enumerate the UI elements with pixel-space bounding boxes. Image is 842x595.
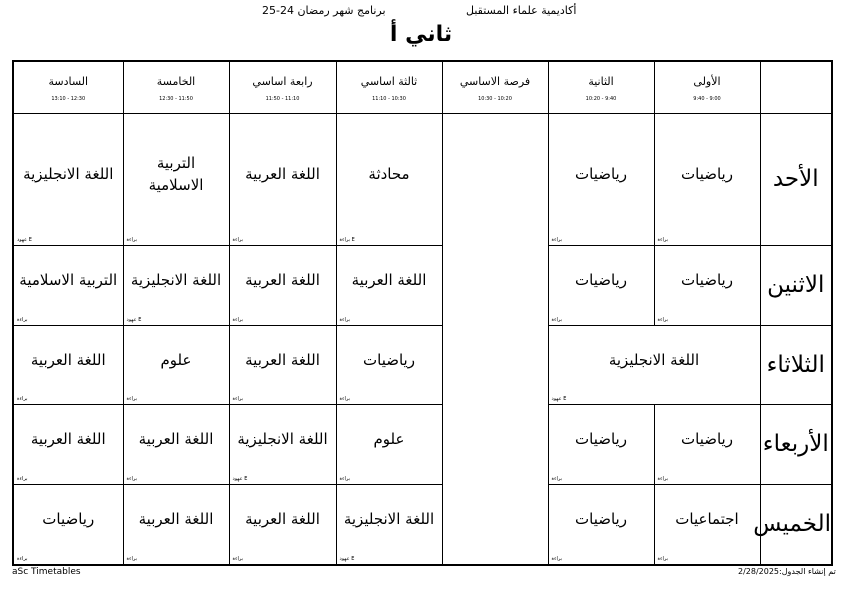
timetable [12, 60, 833, 566]
lesson-teacher: براءة [657, 475, 669, 482]
lesson-teacher: براءة [17, 475, 28, 482]
lesson-subject: اللغة العربية [138, 510, 214, 529]
period-name: السادسة [48, 74, 89, 88]
lesson-teacher: براءة [126, 237, 138, 244]
lesson-subject: اللغة العربية [245, 165, 320, 184]
lesson-cell [654, 484, 760, 565]
lesson-cell [654, 405, 760, 485]
lesson-cell [229, 405, 336, 485]
lesson-subject: رياضيات [575, 165, 627, 184]
period-name: ثالثة اساسي [360, 74, 418, 88]
lesson-cell [336, 325, 442, 405]
lesson-subject: التربية الاسلامية [19, 271, 118, 290]
lesson-subject: رياضيات [575, 271, 627, 290]
lesson-cell [123, 325, 229, 405]
period-time: 11:10 - 11:50 [265, 95, 300, 102]
lesson-teacher: E عهود [126, 316, 142, 323]
lesson-teacher: براءة [339, 316, 351, 323]
day-row [13, 484, 832, 565]
lesson-subject: اللغة العربية [245, 350, 320, 369]
day-row [13, 325, 832, 405]
lesson-cell [548, 484, 654, 565]
lesson-subject: اللغة العربية [245, 271, 320, 290]
lesson-cell [548, 405, 654, 485]
lesson-cell [229, 246, 336, 326]
lesson-teacher: براءة [657, 556, 669, 562]
period-header [229, 61, 336, 113]
lesson-subject: اللغة الانجليزية [343, 510, 435, 529]
lesson-subject: اللغة العربية [351, 271, 427, 290]
lesson-teacher: E عهود [339, 556, 355, 562]
lesson-teacher: براءة [551, 475, 563, 482]
period-time: 10:30 - 11:10 [372, 95, 406, 102]
day-label: الأحد [760, 113, 832, 246]
lesson-teacher: براءة [339, 475, 351, 482]
lesson-cell [336, 484, 442, 565]
period-time: 12:30 - 13:10 [51, 95, 86, 102]
period-name: الخامسة [156, 74, 196, 88]
lesson-teacher: براءة [17, 316, 28, 323]
day-row [13, 405, 832, 485]
period-header [548, 61, 654, 113]
lesson-cell [336, 113, 442, 246]
creation-date: تم إنشاء الجدول:2/28/2025 [738, 567, 836, 576]
lesson-cell [13, 405, 123, 485]
lesson-teacher: E براءة [339, 237, 355, 244]
lesson-cell [123, 246, 229, 326]
lesson-subject: رياضيات [363, 350, 415, 369]
header-line [0, 4, 842, 20]
period-header [123, 61, 229, 113]
lesson-subject: اللغة العربية [245, 510, 320, 529]
day-label: الخميس [760, 484, 832, 565]
lesson-cell [229, 113, 336, 246]
lesson-cell [13, 113, 123, 246]
lesson-subject: محادثة [368, 165, 410, 184]
period-header [13, 61, 123, 113]
lesson-teacher: براءة [126, 475, 138, 482]
day-label: الأربعاء [760, 405, 832, 485]
lesson-subject: علوم [373, 430, 405, 449]
lesson-teacher: براءة [551, 316, 563, 323]
lesson-teacher: براءة [657, 237, 669, 244]
lesson-subject: علوم [160, 350, 192, 369]
lesson-teacher: E عهود [232, 475, 248, 482]
lesson-subject: رياضيات [575, 510, 627, 529]
double-lesson-cell [548, 325, 760, 405]
school-name: أكاديمية علماء المستقبل [466, 4, 577, 17]
lesson-teacher: براءة [232, 237, 244, 244]
lesson-cell [654, 113, 760, 246]
lesson-cell [229, 484, 336, 565]
generator-credit: aSc Timetables [12, 567, 81, 577]
lesson-subject: اللغة العربية [138, 430, 214, 449]
period-time: 11:50 - 12:30 [159, 95, 193, 102]
day-label: الثلاثاء [760, 325, 832, 405]
program-name: برنامج شهر رمضان 24-25 [262, 4, 386, 17]
lesson-subject: رياضيات [681, 271, 733, 290]
day-label: الاثنين [760, 246, 832, 326]
lesson-cell [229, 325, 336, 405]
lesson-cell [548, 113, 654, 246]
lesson-subject: اللغة الانجليزية [608, 350, 700, 369]
lesson-subject: اللغة الانجليزية [130, 271, 222, 290]
lesson-subject: اللغة الانجليزية [237, 430, 328, 449]
lesson-teacher: E عهود [17, 237, 32, 244]
lesson-teacher: براءة [551, 237, 563, 244]
lesson-subject: رياضيات [681, 430, 733, 449]
lesson-subject: اجتماعيات [675, 510, 739, 529]
lesson-teacher: براءة [232, 396, 244, 403]
lesson-subject: التربية الاسلامية [148, 154, 204, 195]
lesson-cell [336, 405, 442, 485]
period-name: الثانية [588, 74, 614, 88]
lesson-cell [13, 484, 123, 565]
lesson-teacher: براءة [551, 556, 563, 562]
lesson-cell [336, 246, 442, 326]
period-name: رابعة اساسي [252, 74, 313, 88]
class-title: ثاني أ [389, 22, 453, 47]
lesson-cell [13, 246, 123, 326]
lesson-teacher: براءة [339, 396, 351, 403]
period-header-row [13, 61, 832, 113]
lesson-cell [548, 246, 654, 326]
lesson-subject: رياضيات [681, 165, 733, 184]
lesson-teacher: براءة [232, 556, 244, 562]
period-time: 9:00 - 9:40 [693, 95, 721, 102]
break-column [442, 113, 548, 565]
lesson-teacher: براءة [126, 556, 138, 562]
period-header [336, 61, 442, 113]
lesson-teacher: براءة [126, 396, 138, 403]
lesson-subject: اللغة العربية [30, 430, 106, 449]
day-row [13, 246, 832, 326]
lesson-cell [654, 246, 760, 326]
period-header [442, 61, 548, 113]
period-header [654, 61, 760, 113]
period-time: 10:20 - 10:30 [478, 95, 512, 102]
lesson-teacher: براءة [17, 396, 28, 403]
period-name: فرصة الاساسي [459, 74, 531, 88]
lesson-subject: اللغة الانجليزية [23, 165, 114, 184]
lesson-cell [123, 113, 229, 246]
lesson-cell [123, 484, 229, 565]
period-time: 9:40 - 10:20 [585, 95, 617, 102]
period-name: الأولى [693, 74, 721, 88]
lesson-cell [13, 325, 123, 405]
day-row [13, 113, 832, 246]
lesson-cell [123, 405, 229, 485]
lesson-subject: رياضيات [575, 430, 627, 449]
corner-cell [760, 61, 832, 113]
lesson-teacher: E عهود [551, 396, 567, 403]
lesson-teacher: براءة [232, 316, 244, 323]
lesson-teacher: براءة [17, 556, 28, 562]
lesson-subject: رياضيات [42, 510, 95, 529]
lesson-teacher: براءة [657, 316, 669, 323]
lesson-subject: اللغة العربية [30, 350, 106, 369]
